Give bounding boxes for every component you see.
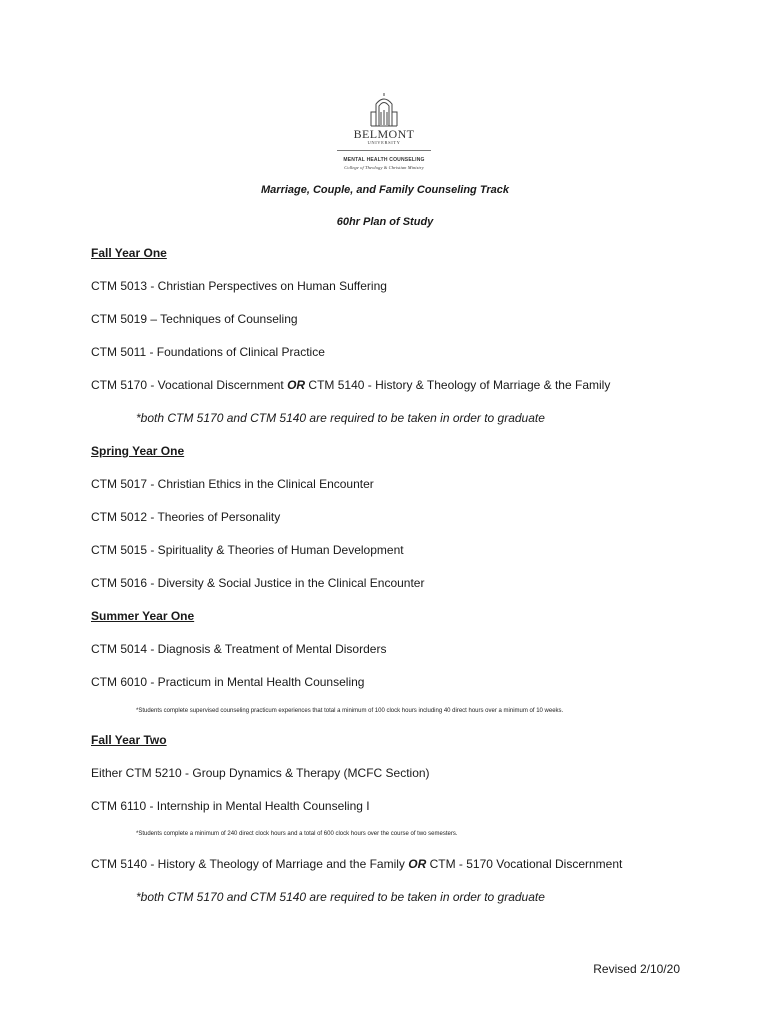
course-line: Either CTM 5210 - Group Dynamics & Therapy (MCFC Section) [91,766,430,780]
section-heading-summer-year-one: Summer Year One [91,609,195,623]
logo-program: MENTAL HEALTH COUNSELING [343,157,425,163]
course-line-choice [91,378,610,392]
section-heading-spring-year-one: Spring Year One [91,444,185,458]
course-line: CTM 5017 - Christian Ethics in the Clinical Encounter [91,477,374,491]
course-option-a: CTM 5170 - Vocational Discernment [91,378,288,392]
course-line-choice [91,857,622,871]
course-option-b: CTM 5140 - History & Theology of Marriage & the Family [305,378,611,392]
course-option-b: CTM - 5170 Vocational Discernment [426,857,623,871]
logo-name: BELMONT [353,127,415,141]
university-logo [327,92,441,176]
requirement-note: *both CTM 5170 and CTM 5140 are required to be taken in order to graduate [136,411,545,425]
internship-note: *Students complete a minimum of 240 direct clock hours and a total of 600 clock hours over the course of two semesters. [136,831,458,837]
course-option-a: CTM 5140 - History & Theology of Marriage and the Family [91,857,409,871]
logo-college: College of Theology & Christian Ministry [344,165,424,170]
building-tower-icon [327,92,441,128]
course-line: CTM 6110 - Internship in Mental Health Counseling I [91,799,370,813]
course-line: CTM 5015 - Spirituality & Theories of Human Development [91,543,404,557]
course-line: CTM 5014 - Diagnosis & Treatment of Mental Disorders [91,642,387,656]
practicum-note: *Students complete supervised counseling practicum experiences that total a minimum of 100 clock hours including 40 direct hours over a minimum of 10 weeks. [136,708,564,714]
course-line: CTM 5016 - Diversity & Social Justice in the Clinical Encounter [91,576,425,590]
logo-sub: UNIVERSITY [367,140,401,145]
course-line: CTM 5011 - Foundations of Clinical Practice [91,345,325,359]
section-heading-fall-year-one: Fall Year One [91,246,167,260]
revision-date: Revised 2/10/20 [593,962,680,976]
or-separator: OR [287,378,306,392]
course-line: CTM 6010 - Practicum in Mental Health Counseling [91,675,365,689]
course-line: CTM 5019 – Techniques of Counseling [91,312,298,326]
logo-divider [337,150,431,151]
section-heading-fall-year-two: Fall Year Two [91,733,167,747]
document-subtitle: 60hr Plan of Study [336,216,434,228]
course-line: CTM 5013 - Christian Perspectives on Human Suffering [91,279,387,293]
or-separator: OR [408,857,427,871]
document-title: Marriage, Couple, and Family Counseling Track [261,184,509,196]
requirement-note: *both CTM 5170 and CTM 5140 are required to be taken in order to graduate [136,890,545,904]
course-line: CTM 5012 - Theories of Personality [91,510,281,524]
